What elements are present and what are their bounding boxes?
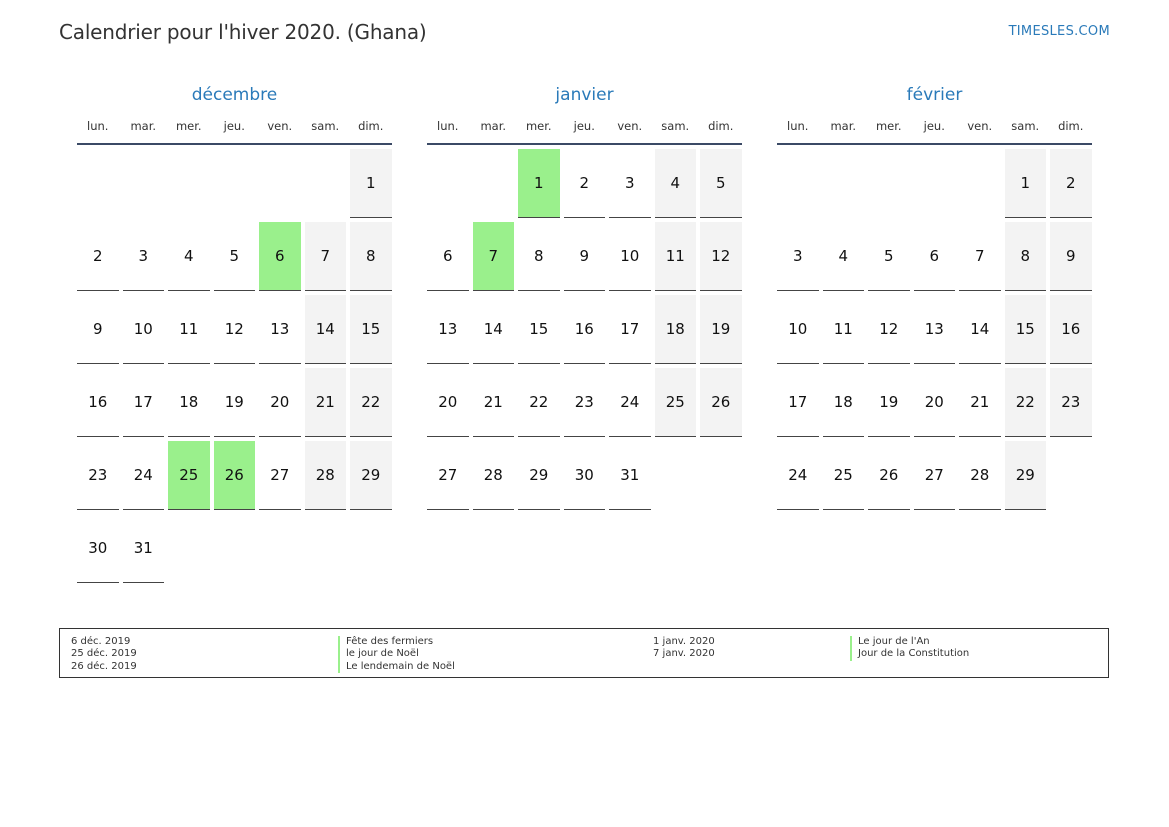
weekday-label: jeu. xyxy=(573,119,595,133)
day-cell[interactable]: 12 xyxy=(700,222,742,291)
holiday-day-cell[interactable]: 7 xyxy=(473,222,515,291)
weekday-label: mar. xyxy=(830,119,857,133)
day-cell[interactable]: 6 xyxy=(427,222,469,291)
month-december xyxy=(77,82,392,587)
day-cell[interactable]: 16 xyxy=(1050,295,1092,364)
day-cell[interactable]: 2 xyxy=(564,149,606,218)
day-cell[interactable]: 20 xyxy=(259,368,301,437)
week-row xyxy=(427,295,742,364)
month-february xyxy=(777,82,1092,514)
empty-cell xyxy=(305,514,347,583)
legend-holiday-date: 7 janv. 2020 xyxy=(653,648,715,660)
weekday-label: mar. xyxy=(480,119,507,133)
legend-holiday-name: Le jour de l'An xyxy=(850,636,969,648)
day-cell[interactable]: 16 xyxy=(77,368,119,437)
weekday-label: sam. xyxy=(1011,119,1040,133)
day-cell[interactable]: 3 xyxy=(123,222,165,291)
day-cell[interactable]: 22 xyxy=(1005,368,1047,437)
day-cell[interactable]: 26 xyxy=(700,368,742,437)
empty-cell xyxy=(77,149,119,218)
empty-cell xyxy=(350,514,392,583)
weekday-label: dim. xyxy=(358,119,384,133)
week-row xyxy=(77,295,392,364)
week-row xyxy=(427,368,742,437)
empty-cell xyxy=(123,149,165,218)
weekday-label: mer. xyxy=(175,119,202,133)
day-cell[interactable]: 8 xyxy=(350,222,392,291)
day-cell[interactable]: 18 xyxy=(168,368,210,437)
header-divider xyxy=(427,143,742,145)
day-cell[interactable]: 11 xyxy=(655,222,697,291)
weekday-label: lun. xyxy=(87,119,109,133)
day-grid xyxy=(777,149,1092,510)
day-cell[interactable]: 24 xyxy=(123,441,165,510)
legend-holiday-date: 6 déc. 2019 xyxy=(71,636,131,647)
empty-cell xyxy=(214,149,256,218)
day-cell[interactable]: 13 xyxy=(914,295,956,364)
day-cell[interactable]: 2 xyxy=(77,222,119,291)
day-cell[interactable]: 30 xyxy=(77,514,119,583)
day-cell[interactable]: 17 xyxy=(123,368,165,437)
weekday-label: mar. xyxy=(130,119,157,133)
empty-cell xyxy=(214,514,256,583)
day-cell[interactable]: 23 xyxy=(1050,368,1092,437)
legend-holiday-name: Fête des fermiers xyxy=(338,636,455,648)
week-row xyxy=(777,149,1092,218)
day-cell[interactable]: 4 xyxy=(168,222,210,291)
day-cell[interactable]: 5 xyxy=(868,222,910,291)
weekday-label: ven. xyxy=(967,119,993,133)
day-cell[interactable]: 18 xyxy=(823,368,865,437)
day-cell[interactable]: 30 xyxy=(564,441,606,510)
legend-holiday-name: Le lendemain de Noël xyxy=(338,661,455,673)
day-cell[interactable]: 17 xyxy=(777,368,819,437)
legend-holiday-date: 26 déc. 2019 xyxy=(71,660,137,672)
empty-cell xyxy=(259,514,301,583)
day-cell[interactable]: 11 xyxy=(823,295,865,364)
day-cell[interactable]: 22 xyxy=(518,368,560,437)
weekday-label: sam. xyxy=(311,119,340,133)
weekday-header xyxy=(777,108,1092,133)
day-cell[interactable]: 15 xyxy=(518,295,560,364)
month-name: février xyxy=(906,85,963,105)
empty-cell xyxy=(427,149,469,218)
day-cell[interactable]: 9 xyxy=(77,295,119,364)
day-cell[interactable]: 20 xyxy=(914,368,956,437)
holiday-day-cell[interactable]: 6 xyxy=(259,222,301,291)
weekday-header xyxy=(77,108,392,133)
day-cell[interactable]: 14 xyxy=(473,295,515,364)
day-cell[interactable]: 10 xyxy=(609,222,651,291)
page-title: Calendrier pour l'hiver 2020. (Ghana) xyxy=(59,20,427,44)
day-cell[interactable]: 27 xyxy=(427,441,469,510)
week-row xyxy=(427,222,742,291)
day-cell[interactable]: 13 xyxy=(427,295,469,364)
day-cell[interactable]: 21 xyxy=(959,368,1001,437)
day-cell[interactable]: 26 xyxy=(868,441,910,510)
day-cell[interactable]: 15 xyxy=(350,295,392,364)
day-cell[interactable]: 19 xyxy=(700,295,742,364)
weekday-header xyxy=(427,108,742,133)
brand-link[interactable]: TIMESLES.COM xyxy=(1008,24,1110,39)
legend-holiday-date: 1 janv. 2020 xyxy=(653,636,715,647)
day-cell[interactable]: 1 xyxy=(1005,149,1047,218)
day-cell[interactable]: 13 xyxy=(259,295,301,364)
month-name: janvier xyxy=(555,85,614,105)
day-cell[interactable]: 16 xyxy=(564,295,606,364)
day-cell[interactable]: 23 xyxy=(564,368,606,437)
day-cell[interactable]: 8 xyxy=(1005,222,1047,291)
week-row xyxy=(77,222,392,291)
holiday-day-cell[interactable]: 25 xyxy=(168,441,210,510)
weekday-label: jeu. xyxy=(923,119,945,133)
day-cell[interactable]: 8 xyxy=(518,222,560,291)
day-cell[interactable]: 28 xyxy=(959,441,1001,510)
weekday-label: jeu. xyxy=(223,119,245,133)
day-cell[interactable]: 9 xyxy=(1050,222,1092,291)
day-cell[interactable]: 20 xyxy=(427,368,469,437)
day-cell[interactable]: 21 xyxy=(473,368,515,437)
day-cell[interactable]: 12 xyxy=(868,295,910,364)
legend-left-names xyxy=(338,636,455,673)
day-cell[interactable]: 28 xyxy=(305,441,347,510)
day-cell[interactable]: 22 xyxy=(350,368,392,437)
day-cell[interactable]: 25 xyxy=(655,368,697,437)
day-cell[interactable]: 17 xyxy=(609,295,651,364)
weekday-label: mer. xyxy=(875,119,902,133)
day-cell[interactable]: 10 xyxy=(123,295,165,364)
weekday-label: dim. xyxy=(1058,119,1084,133)
empty-cell xyxy=(655,441,697,510)
week-row xyxy=(777,295,1092,364)
day-cell[interactable]: 29 xyxy=(1005,441,1047,510)
empty-cell xyxy=(473,149,515,218)
day-grid xyxy=(77,149,392,583)
day-cell[interactable]: 7 xyxy=(959,222,1001,291)
empty-cell xyxy=(305,149,347,218)
day-cell[interactable]: 21 xyxy=(305,368,347,437)
day-cell[interactable]: 5 xyxy=(214,222,256,291)
day-cell[interactable]: 1 xyxy=(350,149,392,218)
day-cell[interactable]: 7 xyxy=(305,222,347,291)
week-row xyxy=(777,441,1092,510)
empty-cell xyxy=(1050,441,1092,510)
day-cell[interactable]: 31 xyxy=(123,514,165,583)
week-row xyxy=(777,222,1092,291)
day-cell[interactable]: 25 xyxy=(823,441,865,510)
day-cell[interactable]: 12 xyxy=(214,295,256,364)
legend-holiday-date: 25 déc. 2019 xyxy=(71,648,137,660)
day-cell[interactable]: 27 xyxy=(914,441,956,510)
day-cell[interactable]: 14 xyxy=(959,295,1001,364)
day-cell[interactable]: 2 xyxy=(1050,149,1092,218)
day-cell[interactable]: 24 xyxy=(609,368,651,437)
day-cell[interactable]: 6 xyxy=(914,222,956,291)
day-cell[interactable]: 24 xyxy=(777,441,819,510)
legend-holiday-name: Jour de la Constitution xyxy=(850,648,969,660)
legend-right-names xyxy=(850,636,969,661)
empty-cell xyxy=(168,149,210,218)
legend-right-dates xyxy=(653,636,715,661)
week-row xyxy=(427,441,742,510)
day-cell[interactable]: 28 xyxy=(473,441,515,510)
weekday-label: sam. xyxy=(661,119,690,133)
day-cell[interactable]: 29 xyxy=(518,441,560,510)
day-cell[interactable]: 18 xyxy=(655,295,697,364)
day-cell[interactable]: 10 xyxy=(777,295,819,364)
holiday-day-cell[interactable]: 26 xyxy=(214,441,256,510)
month-name: décembre xyxy=(191,85,278,105)
legend-holiday-name: le jour de Noël xyxy=(338,648,455,660)
day-cell[interactable]: 23 xyxy=(77,441,119,510)
weekday-label: dim. xyxy=(708,119,734,133)
holiday-legend xyxy=(59,628,1109,678)
day-cell[interactable]: 9 xyxy=(564,222,606,291)
weekday-label: lun. xyxy=(787,119,809,133)
header-divider xyxy=(777,143,1092,145)
week-row xyxy=(427,149,742,218)
day-cell[interactable]: 4 xyxy=(655,149,697,218)
day-grid xyxy=(427,149,742,510)
weekday-label: mer. xyxy=(525,119,552,133)
day-cell[interactable]: 15 xyxy=(1005,295,1047,364)
day-cell[interactable]: 11 xyxy=(168,295,210,364)
day-cell[interactable]: 3 xyxy=(777,222,819,291)
empty-cell xyxy=(959,149,1001,218)
day-cell[interactable]: 29 xyxy=(350,441,392,510)
day-cell[interactable]: 31 xyxy=(609,441,651,510)
weekday-label: ven. xyxy=(267,119,293,133)
weekday-label: ven. xyxy=(617,119,643,133)
day-cell[interactable]: 4 xyxy=(823,222,865,291)
week-row xyxy=(77,149,392,218)
empty-cell xyxy=(700,441,742,510)
weekday-label: lun. xyxy=(437,119,459,133)
day-cell[interactable]: 19 xyxy=(214,368,256,437)
holiday-day-cell[interactable]: 1 xyxy=(518,149,560,218)
header-divider xyxy=(77,143,392,145)
week-row xyxy=(777,368,1092,437)
legend-left-dates xyxy=(71,636,137,673)
month-january xyxy=(427,82,742,514)
empty-cell xyxy=(868,149,910,218)
week-row xyxy=(77,441,392,510)
day-cell[interactable]: 27 xyxy=(259,441,301,510)
empty-cell xyxy=(777,149,819,218)
empty-cell xyxy=(823,149,865,218)
empty-cell xyxy=(259,149,301,218)
week-row xyxy=(77,368,392,437)
day-cell[interactable]: 14 xyxy=(305,295,347,364)
day-cell[interactable]: 3 xyxy=(609,149,651,218)
empty-cell xyxy=(168,514,210,583)
day-cell[interactable]: 5 xyxy=(700,149,742,218)
day-cell[interactable]: 19 xyxy=(868,368,910,437)
week-row xyxy=(77,514,392,583)
empty-cell xyxy=(914,149,956,218)
